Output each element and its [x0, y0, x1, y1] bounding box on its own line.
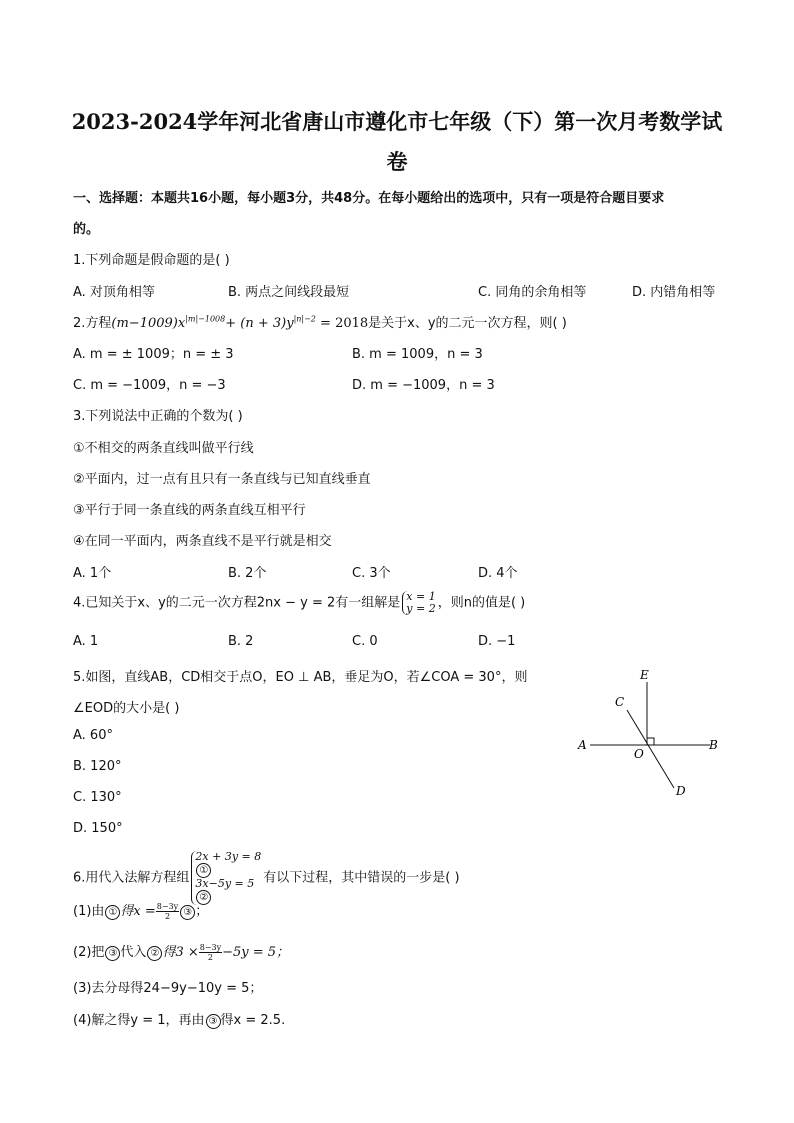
- q3-statement-2: ②平面内，过一点有且只有一条直线与已知直线垂直: [73, 472, 371, 487]
- q5-geometry-figure: [570, 660, 730, 805]
- q4-system-eq1: x = 1: [406, 590, 436, 603]
- q2-exp1: |m|−1008: [185, 314, 226, 324]
- q6-system-eq2: 3x−5y = 5 ②: [195, 877, 255, 903]
- fraction: $\frac{8-3y}{2}$: [199, 943, 222, 962]
- q3-option-c: C. 3个: [352, 566, 391, 581]
- question-1-stem: 1.下列命题是假命题的是( ): [73, 253, 230, 268]
- q6-suffix: 有以下过程，其中错误的一步是( ): [263, 870, 460, 886]
- q2-eq-part2: + (n + 3)y: [225, 316, 294, 331]
- q2-exp2: |n|−2: [293, 314, 316, 324]
- q1-option-c: C. 同角的余角相等: [478, 285, 587, 300]
- label-c: C: [615, 695, 625, 709]
- q6-step-3: (3)去分母得24−9y−10y = 5；: [73, 981, 263, 996]
- q4-option-c: C. 0: [352, 634, 378, 649]
- section-heading: 一、选择题：本题共16小题，每小题3分，共48分。在每小题给出的选项中，只有一项是符合题目要求: [73, 191, 665, 206]
- q6-equation-system: [191, 851, 261, 905]
- question-5-stem-line1: 5.如图，直线AB，CD相交于点O，EO ⊥ AB，垂足为O，若∠COA = 30°，则: [73, 670, 528, 685]
- q5-option-c: C. 130°: [73, 790, 122, 805]
- q4-option-d: D. −1: [478, 634, 516, 649]
- label-e: E: [640, 668, 649, 682]
- q1-option-d: D. 内错角相等: [632, 285, 716, 300]
- q4-system-eq2: y = 2: [406, 602, 436, 615]
- q2-option-a: A. m = ± 1009；n = ± 3: [73, 347, 234, 362]
- question-3-stem: 3.下列说法中正确的个数为( ): [73, 409, 243, 424]
- label-o: O: [634, 747, 644, 761]
- q5-option-a: A. 60°: [73, 728, 113, 743]
- exam-title-line1: 2023-2024学年河北省唐山市遵化市七年级（下）第一次月考数学试: [71, 109, 723, 134]
- q3-statement-3: ③平行于同一条直线的两条直线互相平行: [73, 503, 306, 518]
- q6-step-4: (4)解之得y = 1，再由 ③ 得x = 2.5.: [73, 1013, 286, 1028]
- fraction: $\frac{8-3y}{2}$: [156, 902, 179, 921]
- question-2-stem: [73, 312, 567, 331]
- q5-option-b: B. 120°: [73, 759, 122, 774]
- q4-suffix: ，则n的值是( ): [437, 595, 526, 611]
- q4-prefix: 4.已知关于x、y的二元一次方程2nx − y = 2有一组解是: [73, 595, 401, 611]
- q6-system-eq1: 2x + 3y = 8 ①: [195, 850, 262, 876]
- q2-eq-part1: (m−1009)x: [111, 316, 186, 331]
- q4-option-b: B. 2: [228, 634, 254, 649]
- q2-option-b: B. m = 1009，n = 3: [352, 347, 483, 362]
- label-d: D: [676, 784, 686, 798]
- q4-option-a: A. 1: [73, 634, 99, 649]
- question-5-stem-line2: ∠EOD的大小是( ): [73, 701, 180, 716]
- q3-statement-1: ①不相交的两条直线叫做平行线: [73, 441, 254, 456]
- q2-suffix: 是关于x、y的二元一次方程，则( ): [368, 316, 567, 331]
- q2-eq-part3: = 2018: [315, 316, 369, 331]
- q4-equation-system: [402, 591, 435, 615]
- q2-option-d: D. m = −1009，n = 3: [352, 378, 495, 393]
- q3-option-d: D. 4个: [478, 566, 518, 581]
- q2-prefix: 2.方程: [73, 316, 112, 331]
- q5-option-d: D. 150°: [73, 821, 123, 836]
- right-angle-mark: [647, 738, 654, 745]
- q2-option-c: C. m = −1009，n = −3: [73, 378, 226, 393]
- section-heading-cont: 的。: [73, 222, 100, 237]
- label-b: B: [709, 738, 718, 752]
- q3-statement-4: ④在同一平面内，两条直线不是平行就是相交: [73, 534, 332, 549]
- q3-option-b: B. 2个: [228, 566, 267, 581]
- question-4-stem: [73, 591, 525, 615]
- label-a: A: [578, 738, 587, 752]
- exam-title-line2: 卷: [386, 149, 408, 174]
- q6-step-2: (2)把 ③ 代入 ② 得3 × $\frac{8-3y}{2}$ −5y = 5；: [73, 943, 290, 962]
- q6-prefix: 6.用代入法解方程组: [73, 870, 190, 886]
- q1-option-a: A. 对顶角相等: [73, 285, 155, 300]
- question-6-stem: [73, 851, 460, 905]
- q1-option-b: B. 两点之间线段最短: [228, 285, 350, 300]
- q6-step-1: (1)由 ① 得x = $\frac{8-3y}{2}$ ③ ；: [73, 902, 209, 921]
- q3-option-a: A. 1个: [73, 566, 112, 581]
